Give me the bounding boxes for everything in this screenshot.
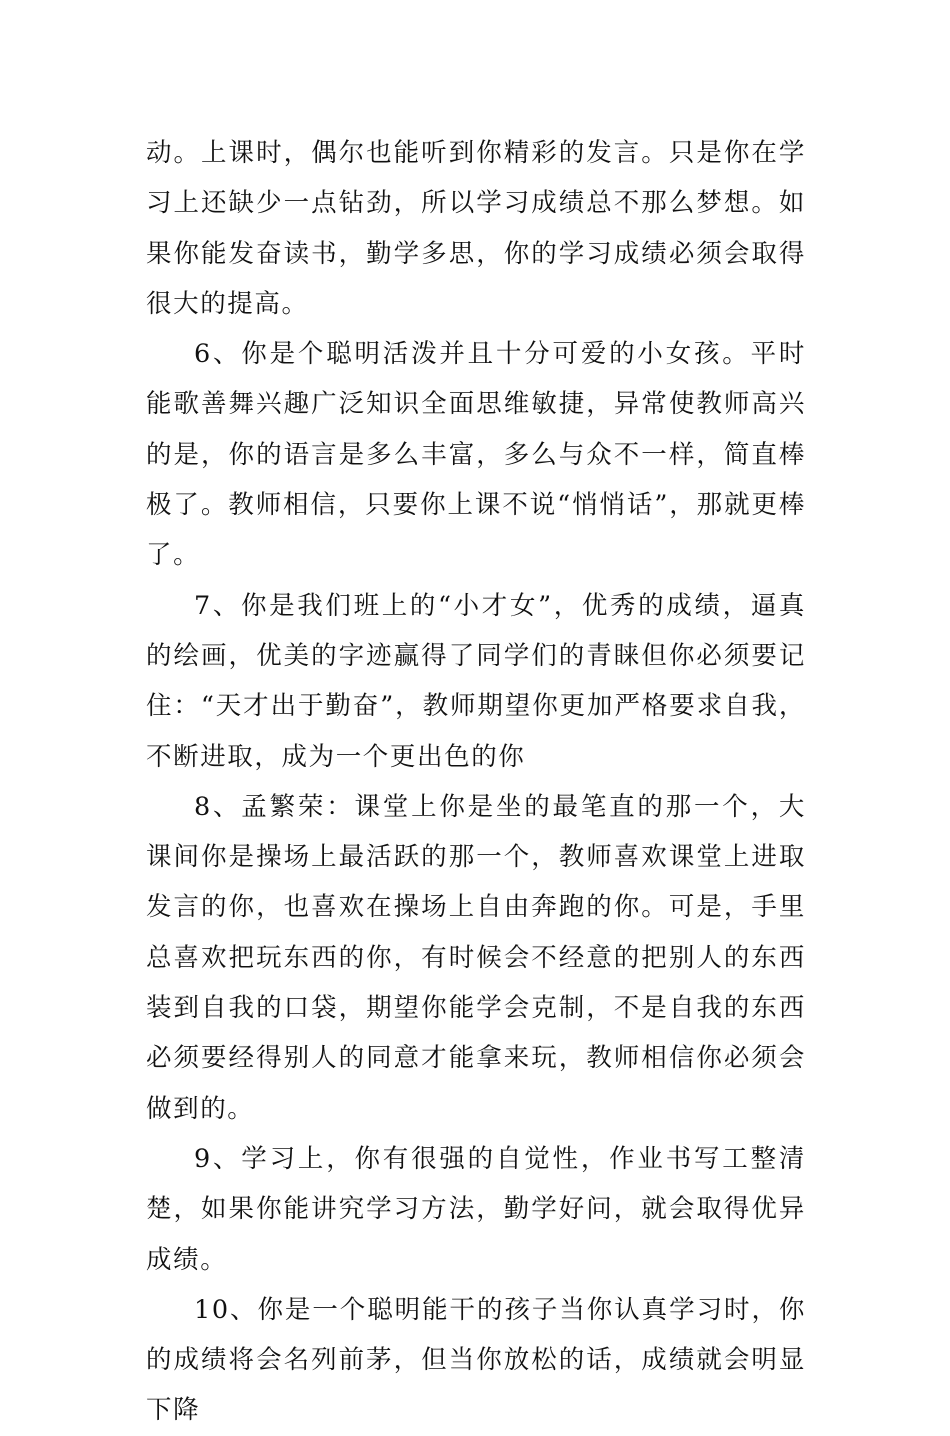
paragraph-continuation: 动。上课时，偶尔也能听到你精彩的发言。只是你在学习上还缺少一点钻劲，所以学习成绩总不那么梦想。如果你能发奋读书，勤学多思，你的学习成绩必须会取得很大的提高。: [146, 138, 806, 319]
paragraph-item-8: 8、孟繁荣：课堂上你是坐的最笔直的那一个，大课间你是操场上最活跃的那一个，教师喜欢课堂上进取发言的你，也喜欢在操场上自由奔跑的你。可是，手里总喜欢把玩东西的你，有时候会不经意的把别人的东西装到自我的口袋，期望你能学会克制，不是自我的东西必须要经得别人的同意才能拿来玩，教师相信你必须会做到的。: [146, 791, 806, 1124]
paragraph-item-6: 6、你是个聪明活泼并且十分可爱的小女孩。平时能歌善舞兴趣广泛知识全面思维敏捷，异常使教师高兴的是，你的语言是多么丰富，多么与众不一样，简直棒极了。教师相信，只要你上课不说“悄悄话”，那就更棒了。: [146, 339, 806, 571]
paragraph-item-7: 7、你是我们班上的“小才女”，优秀的成绩，逼真的绘画，优美的字迹赢得了同学们的青睐但你必须要记住：“天才出于勤奋”，教师期望你更加严格要求自我，不断进取，成为一个更出色的你: [146, 590, 806, 772]
paragraph-item-10: 10、你是一个聪明能干的孩子当你认真学习时，你的成绩将会名列前茅，但当你放松的话，成绩就会明显下降: [146, 1294, 806, 1426]
paragraph-item-9: 9、学习上，你有很强的自觉性，作业书写工整清楚，如果你能讲究学习方法，勤学好问，就会取得优异成绩。: [146, 1143, 806, 1275]
document-body: [146, 128, 806, 1436]
